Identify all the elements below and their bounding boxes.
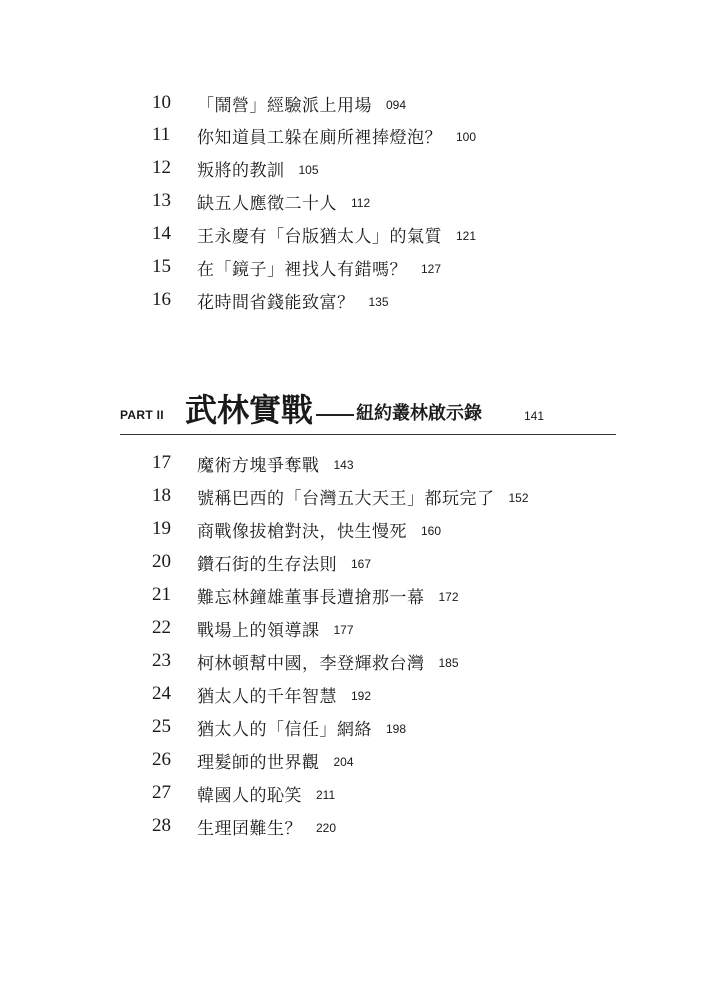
chapter-title: 柯林頓幫中國，李登輝救台灣 — [197, 653, 425, 674]
page-number: 121 — [456, 228, 477, 243]
chapter-title: 缺五人應徵二十人 — [197, 193, 337, 214]
chapter-number: 27 — [152, 782, 171, 803]
part-page-number: 141 — [524, 409, 545, 423]
page-number: 167 — [351, 556, 372, 571]
page-number: 127 — [421, 261, 442, 276]
chapter-number: 13 — [152, 190, 171, 211]
page-number: 185 — [438, 655, 459, 670]
chapter-number: 21 — [152, 584, 171, 605]
chapter-number: 10 — [152, 92, 171, 113]
chapter-title: 叛將的教訓 — [197, 160, 285, 181]
chapter-title: 商戰像拔槍對決，快生慢死 — [197, 521, 407, 542]
part-title: 武林實戰 — [185, 391, 314, 429]
page-number: 160 — [421, 523, 442, 538]
chapter-title: 猶太人的「信任」網絡 — [197, 719, 372, 740]
page-number: 100 — [456, 129, 477, 144]
chapter-number: 18 — [152, 485, 171, 506]
chapter-number: 17 — [152, 452, 171, 473]
chapter-number: 24 — [152, 683, 171, 704]
part-subtitle: 紐約叢林啟示錄 — [356, 403, 482, 424]
chapter-title: 鑽石街的生存法則 — [197, 554, 337, 575]
chapter-number: 20 — [152, 551, 171, 572]
page-number: 211 — [316, 787, 336, 802]
chapter-number: 14 — [152, 223, 171, 244]
chapter-number: 25 — [152, 716, 171, 737]
chapter-number: 15 — [152, 256, 171, 277]
chapter-title: 韓國人的恥笑 — [197, 785, 302, 806]
chapter-title: 「鬧營」經驗派上用場 — [197, 95, 372, 116]
chapter-number: 12 — [152, 157, 171, 178]
page-number: 143 — [333, 457, 354, 472]
chapter-title: 生理囝難生？ — [197, 818, 302, 839]
page-number: 177 — [333, 622, 354, 637]
chapter-title: 難忘林鐘雄董事長遭搶那一幕 — [197, 587, 425, 608]
part-label: PART II — [120, 408, 164, 422]
chapter-number: 23 — [152, 650, 171, 671]
page-number: 112 — [351, 195, 371, 210]
chapter-title: 在「鏡子」裡找人有錯嗎？ — [197, 259, 407, 280]
chapter-number: 19 — [152, 518, 171, 539]
chapter-number: 28 — [152, 815, 171, 836]
page-number: 192 — [351, 688, 372, 703]
page-number: 204 — [333, 754, 354, 769]
page-number: 198 — [386, 721, 407, 736]
page-number: 135 — [368, 294, 389, 309]
chapter-title: 理髮師的世界觀 — [197, 752, 320, 773]
chapter-number: 22 — [152, 617, 171, 638]
page-number: 220 — [316, 820, 337, 835]
page-number: 105 — [298, 162, 319, 177]
page-number: 172 — [438, 589, 459, 604]
chapter-title: 猶太人的千年智慧 — [197, 686, 337, 707]
part-header[interactable] — [120, 382, 616, 435]
chapter-title: 戰場上的領導課 — [197, 620, 320, 641]
chapter-title: 魔術方塊爭奪戰 — [197, 455, 320, 476]
page-number: 152 — [508, 490, 529, 505]
chapter-number: 11 — [152, 124, 171, 145]
chapter-number: 26 — [152, 749, 171, 770]
chapter-number: 16 — [152, 289, 171, 310]
chapter-title: 你知道員工躲在廁所裡捧燈泡？ — [197, 127, 442, 148]
chapter-title: 號稱巴西的「台灣五大天王」都玩完了 — [197, 488, 495, 509]
title-dash — [316, 414, 354, 416]
chapter-title: 王永慶有「台版猶太人」的氣質 — [197, 226, 442, 247]
page-number: 094 — [386, 97, 407, 112]
chapter-title: 花時間省錢能致富？ — [197, 292, 355, 313]
